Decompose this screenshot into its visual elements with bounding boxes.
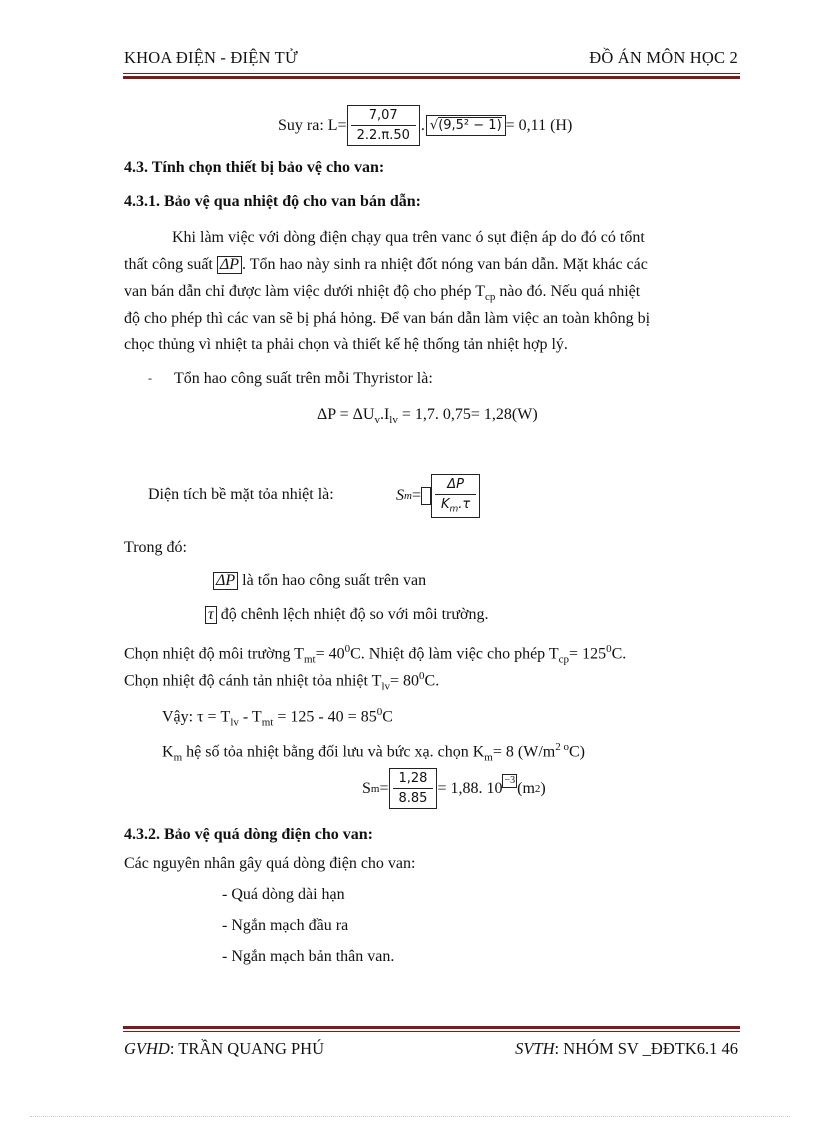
- para1-line4: độ cho phép thì các van sẽ bị phá hỏng. Để van bán dẫn làm việc an toàn không bị: [124, 310, 651, 327]
- para1-line2-a: thất công suất: [124, 256, 217, 273]
- footer-left-label: GVHD: [124, 1039, 170, 1058]
- choose-line2: Chọn nhiệt độ cánh tản nhiệt tỏa nhiệt $T_{lv}= 80^0C$.: [124, 670, 440, 693]
- page-bottom-border: [30, 1116, 790, 1117]
- section-4-3-2-heading: 4.3.2. Bảo vệ quá dòng điện cho van:: [124, 826, 373, 843]
- header-right: ĐỒ ÁN MÔN HỌC 2: [589, 48, 738, 67]
- def2-symbol: τ: [205, 606, 217, 624]
- bullet-dash: -: [148, 371, 152, 385]
- vay-line: Vậy: $\tau = T_{lv} - T_{mt} = 125 - 40 = 85^0C$: [162, 706, 393, 729]
- formula-l-fraction: [351, 108, 416, 143]
- area-equation: [396, 474, 480, 518]
- section-4-3-1-heading: 4.3.1. Bảo vệ qua nhiệt độ cho van bán dẫn:: [124, 193, 421, 210]
- footer-right-label: SVTH: [515, 1039, 555, 1058]
- area-eq-fraction: [435, 477, 476, 515]
- sm-exponent: −3: [504, 774, 516, 786]
- formula-l-sqrt-content: (9,5² − 1): [438, 118, 502, 133]
- formula-l-sqrt: √(9,5² − 1): [426, 115, 506, 136]
- sm-num: 1,28: [398, 771, 428, 786]
- para1-line3-a: van bán dẫn chỉ được làm việc dưới nhiệt độ cho phép T: [124, 283, 485, 300]
- footer-right: [515, 1039, 738, 1059]
- trong-do-label: Trong đó:: [124, 539, 187, 556]
- loss-eq-sub1: v: [374, 414, 380, 427]
- choose-line1: Chọn nhiệt độ môi trường $T_{mt}= 40^0C$. Nhiệt độ làm việc cho phép $T_{cp}= 125^0C$.: [124, 643, 627, 666]
- delta-p-symbol: ΔP: [217, 256, 242, 274]
- header-left: KHOA ĐIỆN - ĐIỆN TỬ: [124, 48, 298, 67]
- cause-item: - Ngắn mạch bản thân van.: [222, 948, 395, 965]
- footer-left-value: : TRẦN QUANG PHÚ: [169, 1039, 324, 1058]
- area-eq-sub: m: [404, 489, 412, 502]
- formula-l-num: 7,07: [368, 108, 398, 123]
- loss-eq-c: = 1,7. 0,75= 1,28(W): [397, 406, 538, 423]
- para1-line2: [124, 256, 648, 274]
- loss-label: Tổn hao công suất trên mỗi Thyristor là:: [174, 370, 433, 387]
- footer-rule: [123, 1026, 740, 1032]
- para1-line5: chọc thủng vì nhiệt ta phải chọn và thiết kế hệ thống tản nhiệt hợp lý.: [124, 336, 568, 353]
- para1-line1: Khi làm việc với dòng điện chạy qua trên vanc ó sụt điện áp do đó có tổnt: [172, 229, 645, 246]
- area-label: Diện tích bề mặt tỏa nhiệt là:: [148, 486, 334, 503]
- para1-line2-b: . Tổn hao này sinh ra nhiệt đốt nóng van bán dẫn. Mặt khác các: [242, 256, 648, 273]
- def1: [213, 572, 426, 590]
- sm-fraction: [393, 771, 434, 806]
- sm-den: 8.85: [393, 788, 434, 806]
- formula-l-fraction-box: [347, 105, 420, 146]
- causes-intro: Các nguyên nhân gây quá dòng điện cho van:: [124, 855, 416, 872]
- formula-l-den: 2.2.π.50: [351, 125, 416, 143]
- formula-l-result: = 0,11 (H): [505, 116, 573, 134]
- def1-symbol: ΔP: [213, 572, 238, 590]
- area-eq-placeholder-box: [421, 487, 431, 505]
- area-eq-num: ΔP: [447, 477, 464, 492]
- sm-equation: S m = $\frac{1,28}{8.85}$ = 1,88. 10 −3 (m 2 ): [362, 768, 546, 809]
- formula-l-prefix: Suy ra: L=: [278, 116, 347, 134]
- para1-line3-sub: cp: [484, 291, 496, 304]
- def2: [205, 606, 489, 624]
- area-eq-s: S: [396, 486, 404, 504]
- para1-line3: [124, 283, 640, 303]
- header-rule: [123, 73, 740, 79]
- section-4-3-heading: 4.3. Tính chọn thiết bị bảo vệ cho van:: [124, 159, 385, 176]
- para1-line3-b: nào đó. Nếu quá nhiệt: [495, 283, 641, 300]
- footer-right-value: : NHÓM SV _ĐĐTK6.1 46: [554, 1039, 738, 1058]
- area-eq-eq: =: [411, 486, 421, 504]
- formula-l: Suy ra: L= $\frac{7,07}{2.2.\pi.50}$ . √(9,5² − 1) = 0,11 (H): [278, 105, 572, 146]
- km-line: $K_m$ hệ số tỏa nhiệt bằng đối lưu và bức xạ. chọn $K_m= 8$ $(W/m^{2 o}C)$: [162, 741, 585, 764]
- loss-equation: [317, 406, 538, 426]
- loss-eq-sub2: lv: [389, 414, 398, 427]
- cause-item: - Quá dòng dài hạn: [222, 886, 345, 903]
- def2-text: độ chênh lệch nhiệt độ so với môi trường.: [216, 606, 489, 623]
- loss-eq-b: .I: [379, 406, 390, 423]
- area-eq-fraction-box: [431, 474, 480, 518]
- area-eq-den: $K_m.\tau$: [435, 494, 476, 515]
- loss-eq-a: ΔP = ΔU: [317, 406, 375, 423]
- footer-left: [124, 1039, 324, 1059]
- sm-fraction-box: [389, 768, 438, 809]
- cause-item: - Ngắn mạch đầu ra: [222, 917, 349, 934]
- def1-text: là tổn hao công suất trên van: [238, 572, 427, 589]
